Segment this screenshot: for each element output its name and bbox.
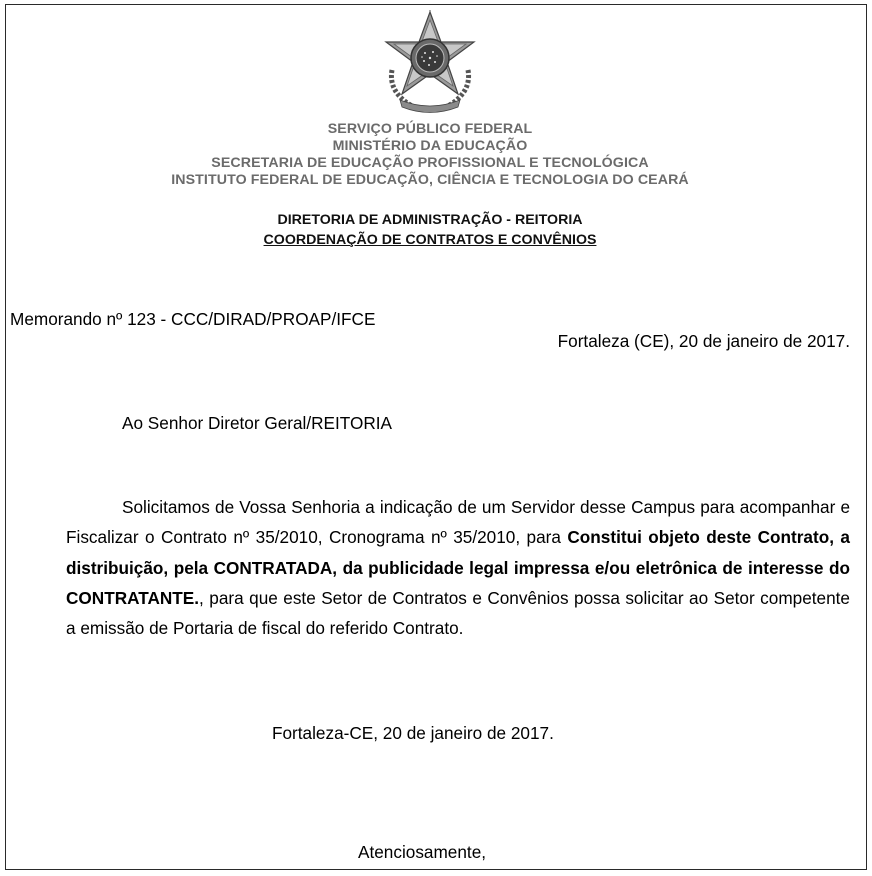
header-line-2: MINISTÉRIO DA EDUCAÇÃO — [332, 138, 528, 154]
brazil-coat-of-arms-icon — [378, 8, 482, 114]
department-line-1: DIRETORIA DE ADMINISTRAÇÃO - REITORIA — [277, 212, 583, 228]
memo-body-bold: Constitui objeto deste Contrato, a distribuição, pela CONTRATADA, da publicidade legal impressa e/ou eletrônica de interesse do CONTRATANTE. — [66, 527, 850, 608]
department-line-2-text: COORDENAÇÃO DE CONTRATOS E CONVÊNIOS — [263, 232, 597, 248]
memo-body-part-2: , para que este Setor de Contratos e Convênios possa solicitar ao Setor competente a emissão de Portaria de fiscal do referido Contrato. — [66, 587, 850, 639]
closing-salutation: Atenciosamente, — [358, 842, 487, 862]
header-line-3: SECRETARIA DE EDUCAÇÃO PROFISSIONAL E TECNOLÓGICA — [211, 155, 649, 171]
memo-number: Memorando nº 123 - CCC/DIRAD/PROAP/IFCE — [10, 309, 376, 329]
header-line-1: SERVIÇO PÚBLICO FEDERAL — [327, 121, 533, 137]
memo-date: Fortaleza (CE), 20 de janeiro de 2017. — [557, 331, 850, 351]
department-line-2 — [0, 232, 860, 248]
memo-recipient: Ao Senhor Diretor Geral/REITORIA — [122, 413, 393, 433]
header-line-4: INSTITUTO FEDERAL DE EDUCAÇÃO, CIÊNCIA E TECNOLOGIA DO CEARÁ — [171, 172, 689, 188]
memo-body — [66, 492, 850, 643]
memo-body-part-1: Solicitamos de Vossa Senhoria a indicação de um Servidor desse Campus para acompanhar e Fiscalizar o Contrato nº 35/2010, Cronograma nº 35/2010, para — [66, 497, 850, 548]
closing-date: Fortaleza-CE, 20 de janeiro de 2017. — [272, 723, 554, 743]
